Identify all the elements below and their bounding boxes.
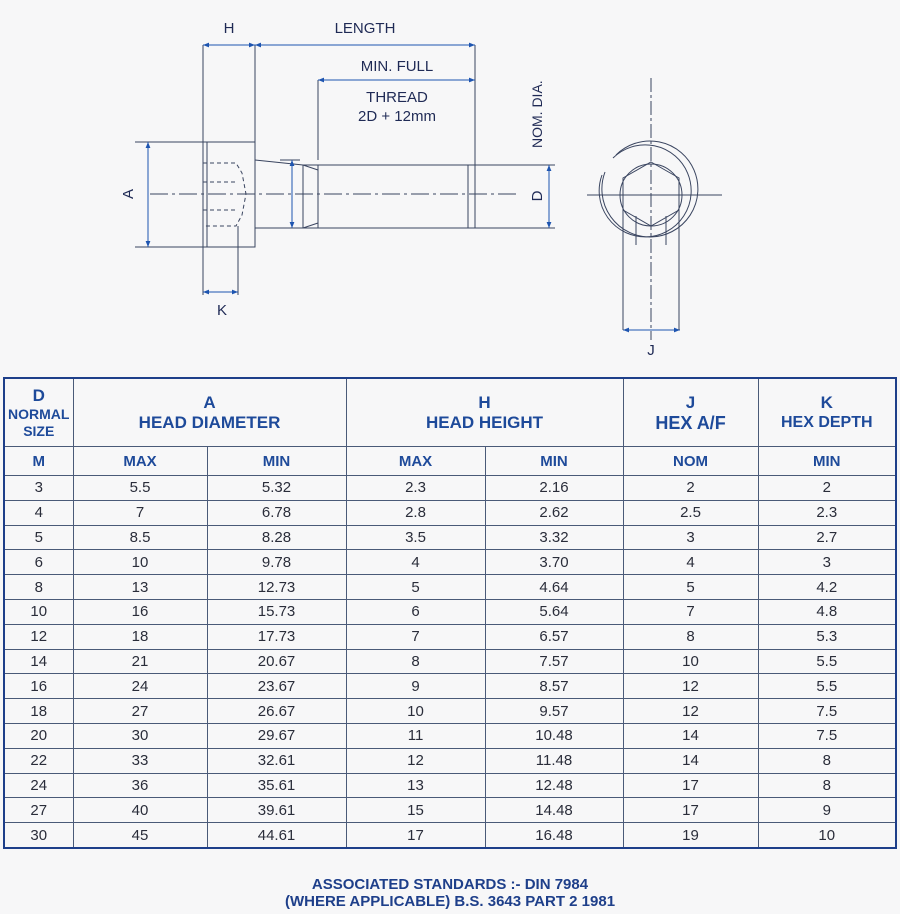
cell-a-min: 9.78 (207, 550, 346, 575)
cell-h-max: 8 (346, 649, 485, 674)
cell-d-size: 14 (4, 649, 73, 674)
cell-h-max: 9 (346, 674, 485, 699)
cell-k-min: 4.2 (758, 575, 896, 600)
cell-d-size: 10 (4, 599, 73, 624)
dimensions-table (3, 377, 897, 849)
cell-h-max: 13 (346, 773, 485, 798)
header-j-letter: J (685, 392, 696, 412)
cell-a-max: 36 (73, 773, 207, 798)
header-a-letter: A (203, 392, 216, 412)
table-row (4, 773, 896, 798)
cell-h-max: 6 (346, 599, 485, 624)
subheader-a-max: MAX (73, 447, 207, 476)
cell-a-min: 8.28 (207, 525, 346, 550)
cell-a-max: 40 (73, 798, 207, 823)
cell-d-size: 30 (4, 823, 73, 848)
cell-k-min: 4.8 (758, 599, 896, 624)
cell-k-min: 5.5 (758, 649, 896, 674)
cell-h-min: 6.57 (485, 624, 623, 649)
cell-h-max: 12 (346, 748, 485, 773)
header-a-name: HEAD DIAMETER (138, 412, 281, 432)
cell-j-nom: 4 (623, 550, 758, 575)
header-k-letter: K (820, 392, 833, 412)
cell-a-min: 17.73 (207, 624, 346, 649)
table-row (4, 599, 896, 624)
cell-h-max: 3.5 (346, 525, 485, 550)
subheader-row (4, 447, 896, 476)
header-k (758, 378, 896, 447)
table-row (4, 476, 896, 501)
cell-d-size: 20 (4, 723, 73, 748)
cell-a-max: 8.5 (73, 525, 207, 550)
cell-a-min: 15.73 (207, 599, 346, 624)
cell-k-min: 7.5 (758, 699, 896, 724)
cell-j-nom: 17 (623, 773, 758, 798)
cell-a-max: 24 (73, 674, 207, 699)
header-k-name: HEX DEPTH (780, 413, 873, 431)
cell-d-size: 6 (4, 550, 73, 575)
cell-h-max: 4 (346, 550, 485, 575)
table-row (4, 624, 896, 649)
subheader-h-min: MIN (485, 447, 623, 476)
cell-a-max: 16 (73, 599, 207, 624)
subheader-h-max: MAX (346, 447, 485, 476)
header-a (73, 378, 346, 447)
label-thread-formula: 2D + 12mm (358, 108, 436, 125)
cell-a-max: 13 (73, 575, 207, 600)
subheader-k-min: MIN (758, 447, 896, 476)
cell-a-min: 12.73 (207, 575, 346, 600)
cell-d-size: 18 (4, 699, 73, 724)
cell-j-nom: 12 (623, 699, 758, 724)
cell-h-min: 3.32 (485, 525, 623, 550)
table-row (4, 798, 896, 823)
cell-d-size: 3 (4, 476, 73, 501)
cell-h-max: 15 (346, 798, 485, 823)
cell-h-min: 12.48 (485, 773, 623, 798)
cell-a-max: 18 (73, 624, 207, 649)
cell-j-nom: 5 (623, 575, 758, 600)
cell-h-min: 7.57 (485, 649, 623, 674)
cell-j-nom: 12 (623, 674, 758, 699)
cell-d-size: 8 (4, 575, 73, 600)
cell-a-min: 5.32 (207, 476, 346, 501)
cell-j-nom: 2.5 (623, 500, 758, 525)
label-k: K (216, 302, 228, 319)
cell-a-max: 10 (73, 550, 207, 575)
cell-d-size: 5 (4, 525, 73, 550)
cell-a-min: 35.61 (207, 773, 346, 798)
label-thread: THREAD (366, 89, 428, 106)
cell-k-min: 3 (758, 550, 896, 575)
header-h (346, 378, 623, 447)
cell-k-min: 2.3 (758, 500, 896, 525)
label-d: D (529, 190, 546, 202)
cell-h-max: 10 (346, 699, 485, 724)
header-h-letter: H (478, 392, 491, 412)
table-row (4, 699, 896, 724)
subheader-j-nom: NOM (623, 447, 758, 476)
subheader-a-min: MIN (207, 447, 346, 476)
cell-h-max: 17 (346, 823, 485, 848)
cell-h-min: 14.48 (485, 798, 623, 823)
cell-a-max: 30 (73, 723, 207, 748)
cell-d-size: 27 (4, 798, 73, 823)
cell-j-nom: 3 (623, 525, 758, 550)
cell-h-max: 11 (346, 723, 485, 748)
table-row (4, 575, 896, 600)
cell-k-min: 10 (758, 823, 896, 848)
cell-k-min: 2.7 (758, 525, 896, 550)
header-d-letter: D (32, 385, 45, 405)
label-j: J (647, 342, 655, 359)
cell-a-min: 6.78 (207, 500, 346, 525)
cell-h-min: 9.57 (485, 699, 623, 724)
header-d-line1: NORMAL (8, 405, 70, 422)
cell-k-min: 5.3 (758, 624, 896, 649)
header-d-line2: SIZE (23, 422, 55, 439)
cell-k-min: 2 (758, 476, 896, 501)
cell-j-nom: 19 (623, 823, 758, 848)
cell-a-min: 39.61 (207, 798, 346, 823)
cell-j-nom: 10 (623, 649, 758, 674)
cell-h-min: 2.62 (485, 500, 623, 525)
header-d (4, 378, 73, 447)
where-applicable-standard: (WHERE APPLICABLE) B.S. 3643 PART 2 1981 (284, 893, 616, 910)
cell-a-min: 32.61 (207, 748, 346, 773)
cell-a-max: 21 (73, 649, 207, 674)
bolt-technical-drawing (0, 0, 900, 370)
cell-h-min: 3.70 (485, 550, 623, 575)
table-row (4, 674, 896, 699)
table-row (4, 649, 896, 674)
cell-a-min: 23.67 (207, 674, 346, 699)
cell-h-min: 16.48 (485, 823, 623, 848)
cell-a-min: 44.61 (207, 823, 346, 848)
cell-a-max: 45 (73, 823, 207, 848)
cell-a-min: 29.67 (207, 723, 346, 748)
table-body (4, 476, 896, 848)
cell-j-nom: 17 (623, 798, 758, 823)
cell-a-min: 20.67 (207, 649, 346, 674)
cell-d-size: 24 (4, 773, 73, 798)
table-row (4, 823, 896, 848)
table-row (4, 525, 896, 550)
label-length: LENGTH (334, 20, 396, 37)
table-row (4, 723, 896, 748)
label-min-full: MIN. FULL (360, 58, 434, 75)
cell-a-max: 33 (73, 748, 207, 773)
cell-a-max: 5.5 (73, 476, 207, 501)
header-j (623, 378, 758, 447)
cell-k-min: 8 (758, 748, 896, 773)
label-nom-dia: NOM. DIA. (529, 80, 545, 148)
cell-j-nom: 8 (623, 624, 758, 649)
cell-h-max: 5 (346, 575, 485, 600)
cell-h-min: 4.64 (485, 575, 623, 600)
cell-h-min: 5.64 (485, 599, 623, 624)
cell-j-nom: 14 (623, 723, 758, 748)
cell-k-min: 9 (758, 798, 896, 823)
cell-a-max: 27 (73, 699, 207, 724)
cell-h-max: 7 (346, 624, 485, 649)
bolt-head-end-view (587, 78, 722, 340)
cell-h-min: 2.16 (485, 476, 623, 501)
cell-h-min: 11.48 (485, 748, 623, 773)
cell-h-min: 8.57 (485, 674, 623, 699)
cell-j-nom: 2 (623, 476, 758, 501)
table-row (4, 748, 896, 773)
subheader-d-size: M (4, 447, 73, 476)
cell-k-min: 5.5 (758, 674, 896, 699)
table-row (4, 550, 896, 575)
cell-d-size: 4 (4, 500, 73, 525)
header-j-name: HEX A/F (655, 412, 726, 433)
cell-a-min: 26.67 (207, 699, 346, 724)
cell-k-min: 7.5 (758, 723, 896, 748)
table-row (4, 500, 896, 525)
label-a: A (120, 188, 137, 200)
label-h: H (223, 20, 235, 37)
cell-h-max: 2.8 (346, 500, 485, 525)
cell-d-size: 16 (4, 674, 73, 699)
cell-h-min: 10.48 (485, 723, 623, 748)
cell-a-max: 7 (73, 500, 207, 525)
cell-j-nom: 14 (623, 748, 758, 773)
cell-d-size: 22 (4, 748, 73, 773)
cell-k-min: 8 (758, 773, 896, 798)
header-h-name: HEAD HEIGHT (425, 412, 544, 432)
cell-d-size: 12 (4, 624, 73, 649)
cell-h-max: 2.3 (346, 476, 485, 501)
associated-standards: ASSOCIATED STANDARDS :- DIN 7984 (311, 876, 589, 893)
cell-j-nom: 7 (623, 599, 758, 624)
